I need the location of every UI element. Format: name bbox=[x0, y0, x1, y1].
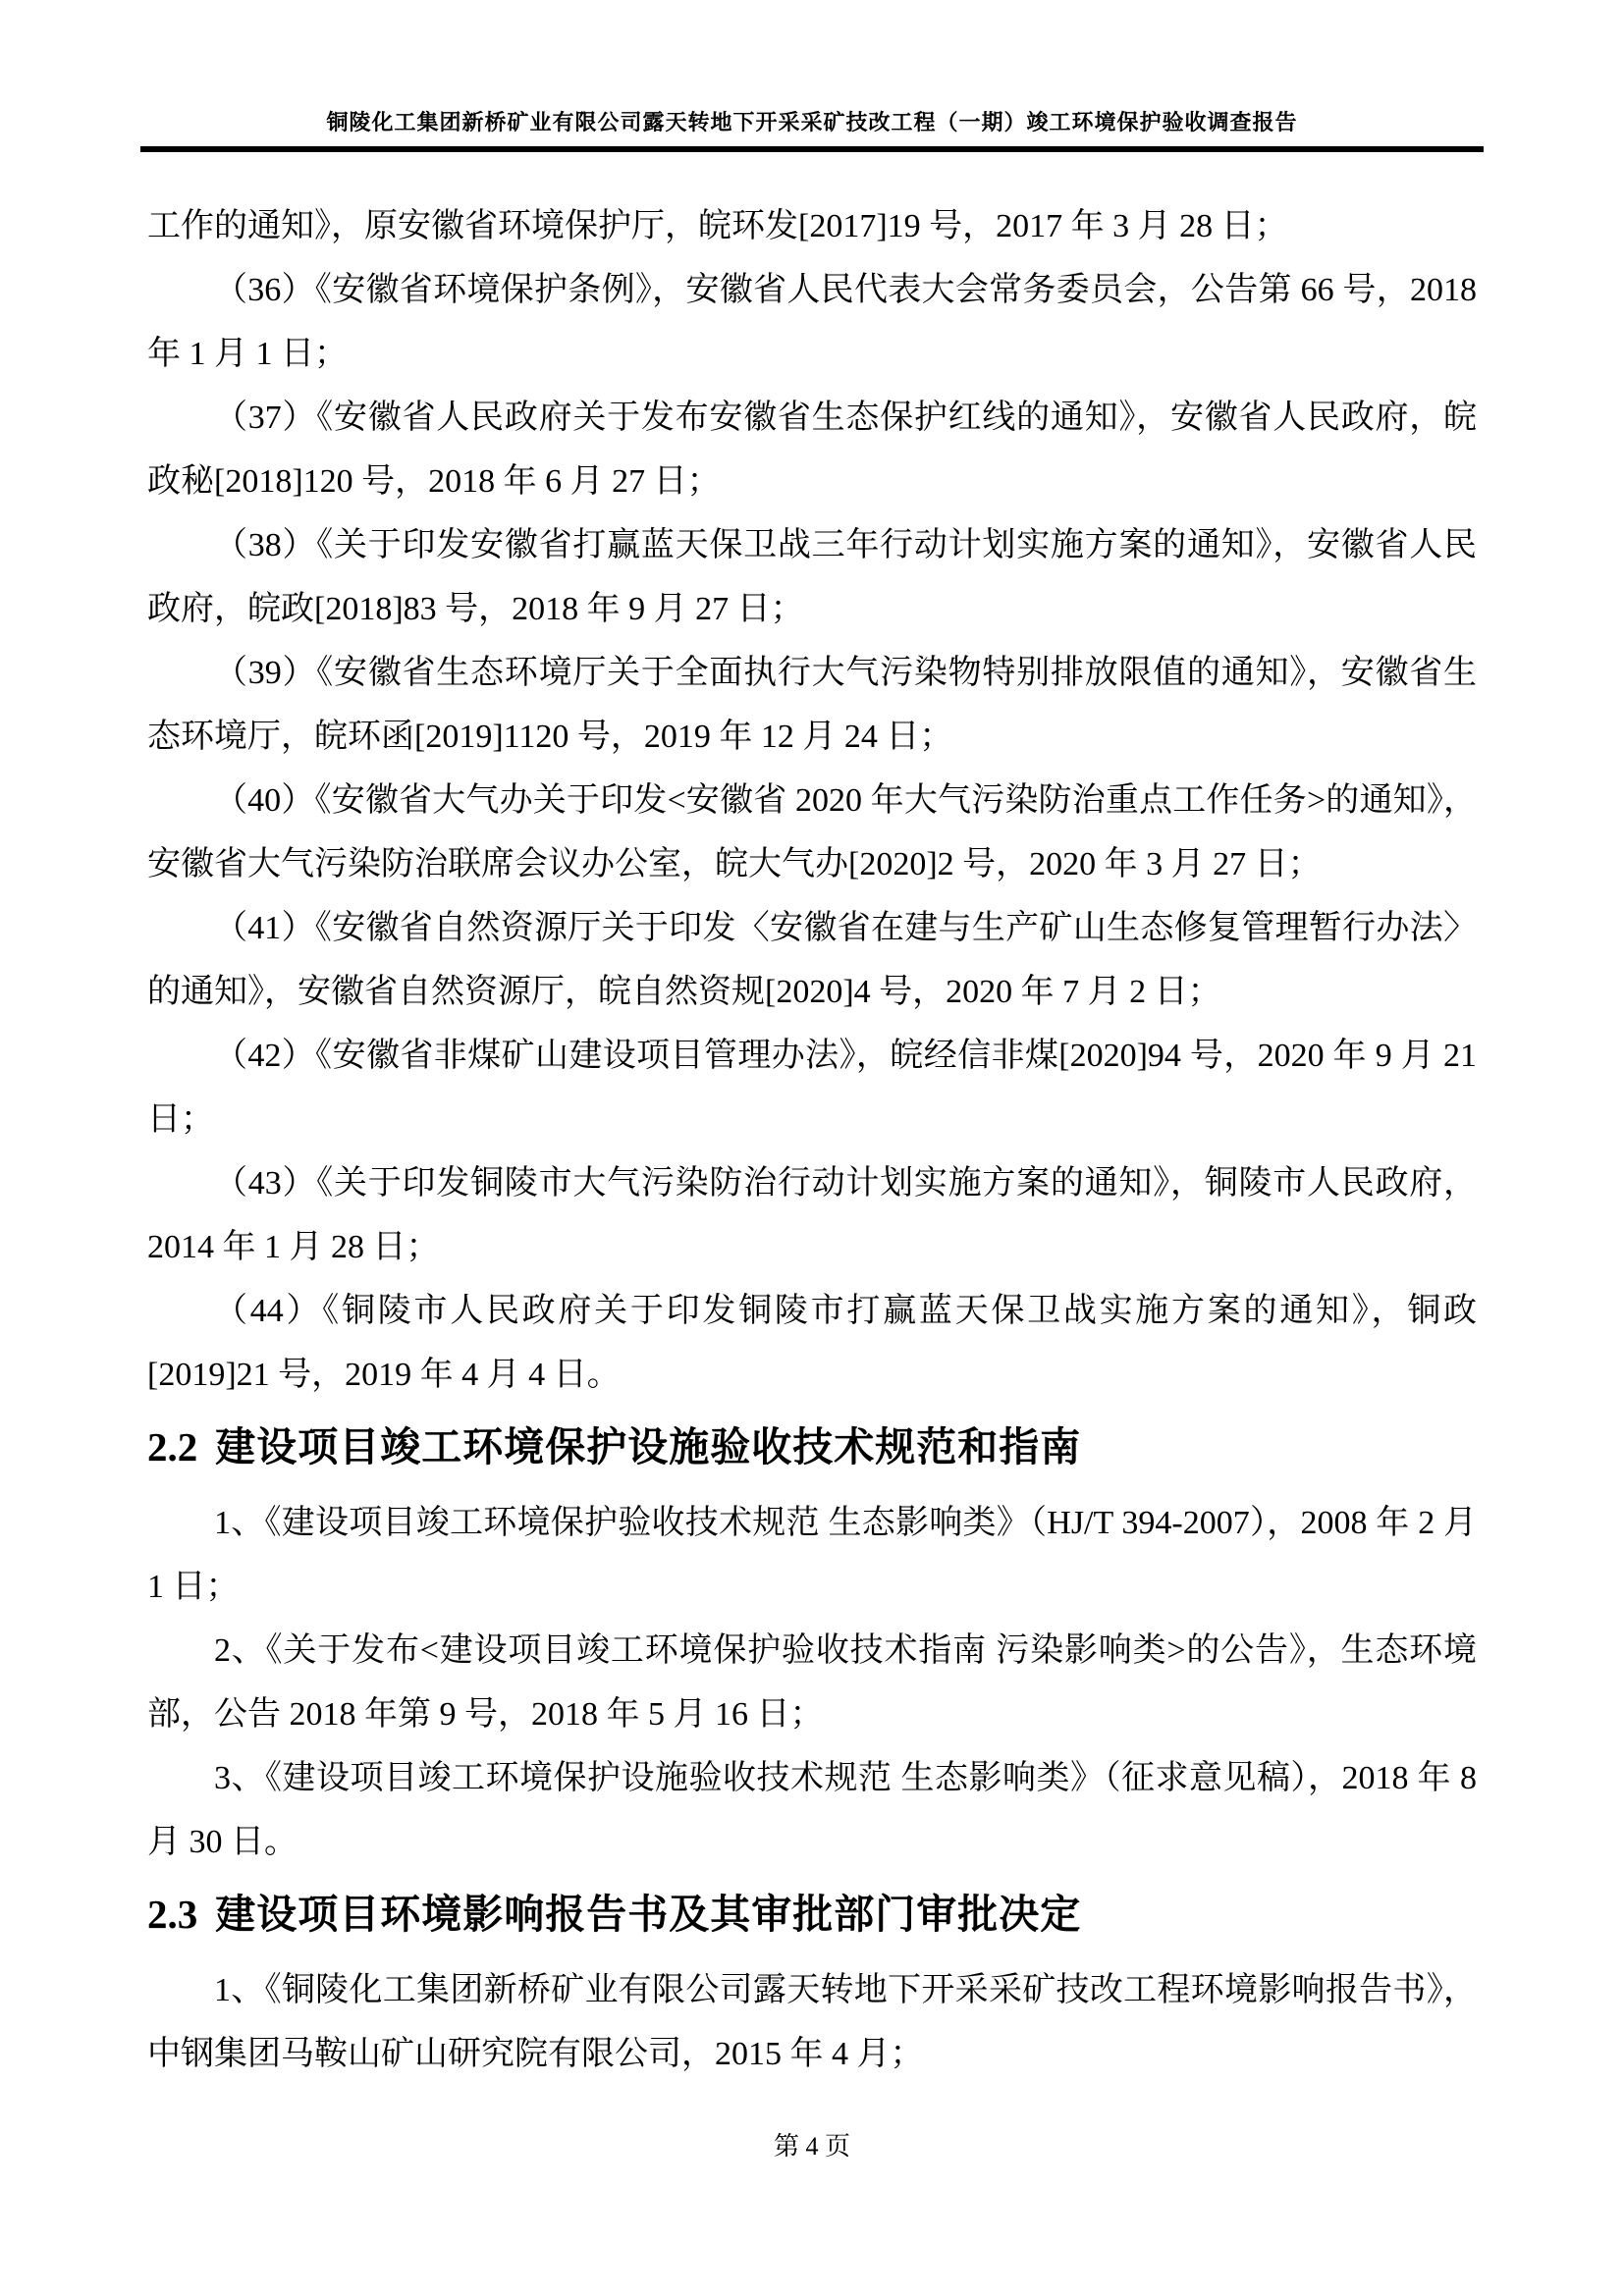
paragraph: 2、《关于发布<建设项目竣工环境保护验收技术指南 污染影响类>的公告》，生态环境部，公告 2018 年第 9 号，2018 年 5 月 16 日； bbox=[147, 1632, 1477, 1733]
section-number: 2.2 bbox=[147, 1424, 198, 1469]
header-divider bbox=[140, 146, 1484, 152]
paragraph: 1、《建设项目竣工环境保护验收技术规范 生态影响类》（HJ/T 394-2007），2008 年 2 月 1 日； bbox=[147, 1505, 1477, 1605]
paragraph: （40）《安徽省大气办关于印发<安徽省 2020 年大气污染防治重点工作任务>的通知》，安徽省大气污染防治联席会议办公室，皖大气办[2020]2 号，2020 年 3 月 27 日； bbox=[147, 782, 1477, 882]
section-heading-2-3 bbox=[147, 1882, 1477, 1947]
page-number: 第 4 页 bbox=[773, 2132, 850, 2161]
section-number: 2.3 bbox=[147, 1892, 198, 1937]
paragraph: （43）《关于印发铜陵市大气污染防治行动计划实施方案的通知》，铜陵市人民政府，2014 年 1 月 28 日； bbox=[147, 1165, 1477, 1265]
paragraph: 工作的通知》，原安徽省环境保护厅，皖环发[2017]19 号，2017 年 3 月 28 日； bbox=[147, 208, 1288, 244]
section-title: 建设项目环境影响报告书及其审批部门审批决定 bbox=[215, 1892, 1082, 1937]
document-body bbox=[147, 194, 1477, 2086]
legal-reference-list bbox=[147, 194, 1477, 1407]
running-header: 铜陵化工集团新桥矿业有限公司露天转地下开采采矿技改工程（一期）竣工环境保护验收调查报告 bbox=[326, 110, 1298, 134]
paragraph: （42）《安徽省非煤矿山建设项目管理办法》，皖经信非煤[2020]94 号，2020 年 9 月 21 日； bbox=[147, 1038, 1477, 1138]
paragraph: 3、《建设项目竣工环境保护设施验收技术规范 生态影响类》（征求意见稿），2018 年 8 月 30 日。 bbox=[147, 1760, 1477, 1860]
section-2-3-paragraphs bbox=[147, 1958, 1477, 2086]
paragraph: （37）《安徽省人民政府关于发布安徽省生态保护红线的通知》，安徽省人民政府，皖政秘[2018]120 号，2018 年 6 月 27 日； bbox=[147, 400, 1477, 500]
paragraph: 1、《铜陵化工集团新桥矿业有限公司露天转地下开采采矿技改工程环境影响报告书》，中钢集团马鞍山矿山研究院有限公司，2015 年 4 月； bbox=[147, 1972, 1477, 2072]
section-heading-2-2 bbox=[147, 1415, 1477, 1479]
paragraph: （44）《铜陵市人民政府关于印发铜陵市打赢蓝天保卫战实施方案的通知》，铜政[2019]21 号，2019 年 4 月 4 日。 bbox=[147, 1293, 1477, 1393]
paragraph: （39）《安徽省生态环境厅关于全面执行大气污染物特别排放限值的通知》，安徽省生态环境厅，皖环函[2019]1120 号，2019 年 12 月 24 日； bbox=[147, 655, 1477, 755]
paragraph: （36）《安徽省环境保护条例》，安徽省人民代表大会常务委员会，公告第 66 号，2018 年 1 月 1 日； bbox=[147, 272, 1477, 372]
section-2-2-paragraphs bbox=[147, 1491, 1477, 1874]
paragraph: （41）《安徽省自然资源厅关于印发〈安徽省在建与生产矿山生态修复管理暂行办法〉的通知》，安徽省自然资源厅，皖自然资规[2020]4 号，2020 年 7 月 2 日； bbox=[147, 910, 1477, 1010]
paragraph: （38）《关于印发安徽省打赢蓝天保卫战三年行动计划实施方案的通知》，安徽省人民政府，皖政[2018]83 号，2018 年 9 月 27 日； bbox=[147, 527, 1477, 627]
section-title: 建设项目竣工环境保护设施验收技术规范和指南 bbox=[215, 1424, 1082, 1469]
